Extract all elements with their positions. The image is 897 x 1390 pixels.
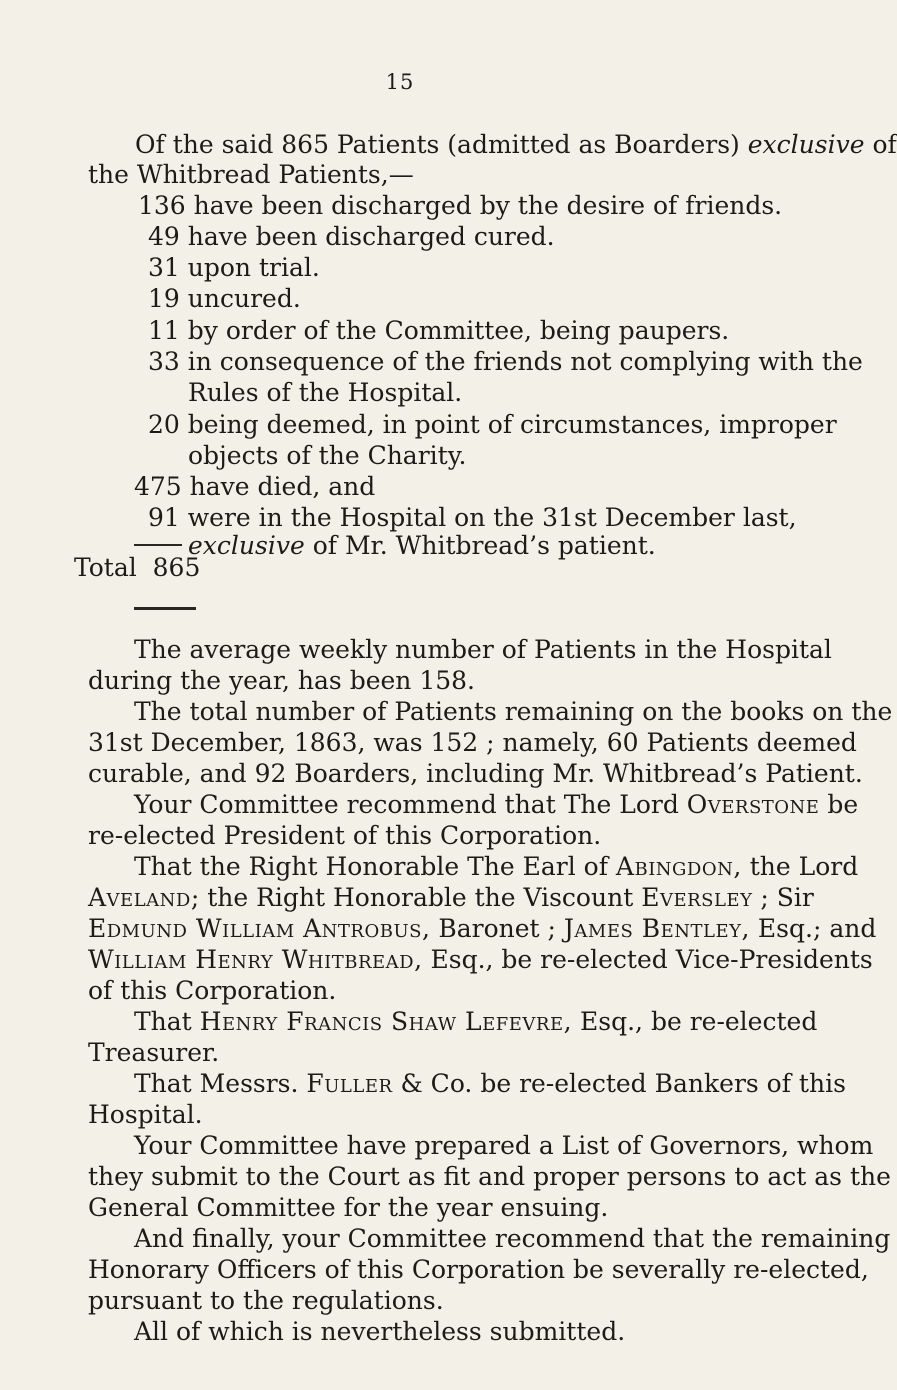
list-item: 11 by order of the Committee, being paupers. <box>148 316 730 345</box>
list-item: 33 in consequence of the friends not complying with the <box>148 347 863 376</box>
list-item-continuation: objects of the Charity. <box>188 441 467 470</box>
para-line: they submit to the Court as fit and proper persons to act as the <box>88 1162 891 1191</box>
para-line: curable, and 92 Boarders, including Mr. Whitbread’s Patient. <box>88 759 863 788</box>
intro-line-2: the Whitbread Patients,— <box>88 160 414 189</box>
para-line: William Henry Whitbread, Esq., be re-elected Vice-Presidents <box>88 945 873 974</box>
bracket-dash <box>134 544 182 546</box>
list-item: 19 uncured. <box>148 284 301 313</box>
para-line: Edmund William Antrobus, Baronet ; James Bentley, Esq.; and <box>88 914 877 943</box>
total-line: Total 865 <box>74 553 201 582</box>
para-line: Treasurer. <box>88 1038 220 1067</box>
list-item: 20 being deemed, in point of circumstances, improper <box>148 410 837 439</box>
para-line: during the year, has been 158. <box>88 666 475 695</box>
page-number: 15 <box>385 70 415 94</box>
intro-emphasis: exclusive <box>747 130 865 159</box>
list-item-continuation: Rules of the Hospital. <box>188 378 463 407</box>
para-line: of this Corporation. <box>88 976 337 1005</box>
para-line: That Messrs. Fuller & Co. be re-elected Bankers of this <box>134 1069 846 1098</box>
divider-rule <box>134 607 196 610</box>
para-line: Honorary Officers of this Corporation be severally re-elected, <box>88 1255 869 1284</box>
para-line: Hospital. <box>88 1100 203 1129</box>
list-item-continuation: exclusive of Mr. Whitbread’s patient. <box>188 531 656 560</box>
para-line: Your Committee recommend that The Lord Overstone be <box>134 790 859 819</box>
para-line: The average weekly number of Patients in the Hospital <box>134 635 832 664</box>
list-item: 475 have died, and <box>134 472 376 501</box>
intro-line-1: Of the said 865 Patients (admitted as Boarders) exclusive of <box>135 130 897 159</box>
para-line: The total number of Patients remaining on the books on the <box>134 697 893 726</box>
para-line: pursuant to the regulations. <box>88 1286 444 1315</box>
para-line: Your Committee have prepared a List of Governors, whom <box>134 1131 874 1160</box>
list-item: 91 were in the Hospital on the 31st December last, <box>148 503 797 532</box>
list-item: 49 have been discharged cured. <box>148 222 555 251</box>
para-line: 31st December, 1863, was 152 ; namely, 60 Patients deemed <box>88 728 857 757</box>
para-line: That the Right Honorable The Earl of Abingdon, the Lord <box>134 852 859 881</box>
list-item: 136 have been discharged by the desire of friends. <box>138 191 783 220</box>
list-item: 31 upon trial. <box>148 253 320 282</box>
para-line: General Committee for the year ensuing. <box>88 1193 609 1222</box>
para-line: That Henry Francis Shaw Lefevre, Esq., be re-elected <box>134 1007 818 1036</box>
para-line: re-elected President of this Corporation. <box>88 821 602 850</box>
para-line: Aveland; the Right Honorable the Viscount Eversley ; Sir <box>88 883 814 912</box>
para-line: And finally, your Committee recommend that the remaining <box>134 1224 891 1253</box>
para-line: All of which is nevertheless submitted. <box>134 1317 626 1346</box>
